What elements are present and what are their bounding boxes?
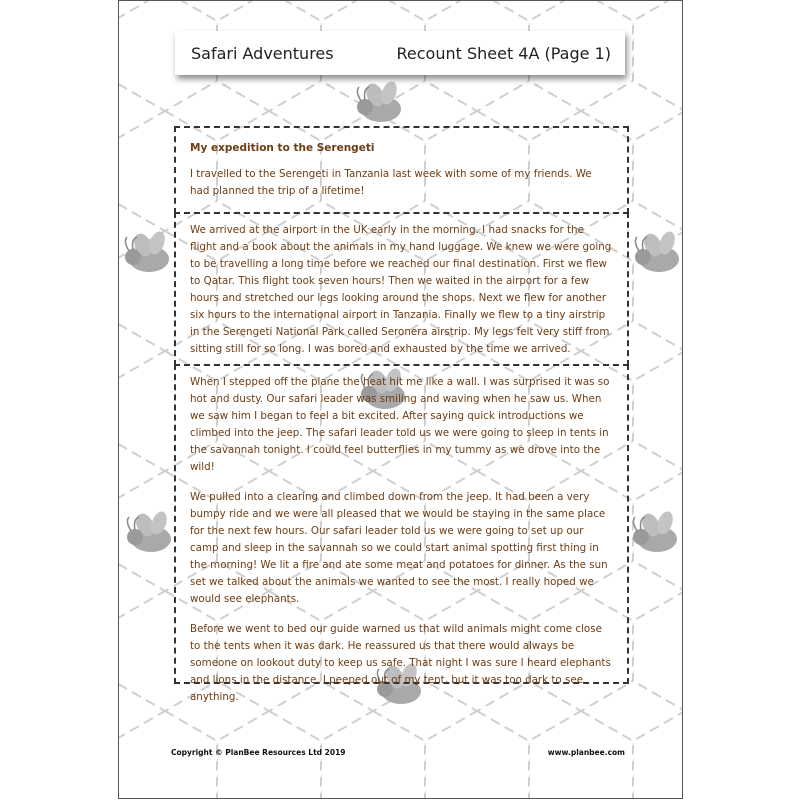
paragraph: Before we went to bed our guide warned us that wild animals might come close to the tents when it was dark. He reassured us that there would always be someone on lookout duty to keep us safe. That night I was sure I heard elephants and lions in the distance. I peeped out of my tent, but it was too dark to see anything. xyxy=(190,623,611,703)
paragraph: I travelled to the Serengeti in Tanzania last week with some of my friends. We had planned the trip of a lifetime! xyxy=(190,168,592,197)
sheet-label: Recount Sheet 4A (Page 1) xyxy=(396,43,611,63)
text-box-journey xyxy=(174,212,629,366)
worksheet-title: Safari Adventures xyxy=(191,43,334,63)
text-box-intro xyxy=(174,126,629,214)
section-title: My expedition to the Serengeti xyxy=(190,142,375,154)
text-box-arrival xyxy=(174,364,629,703)
paragraph: We pulled into a clearing and climbed down from the jeep. It had been a very bumpy ride and we were all pleased that we would be staying in the same place for the next few hours. Our safari leader told us we were going to set up our camp and sleep in the savannah so we could start animal spotting first thing in the morning! We lit a fire and ate some meat and potatoes for dinner. As the sun set we talked about the animals we wanted to see the most. I really hoped we would see elephants. xyxy=(190,491,608,605)
website-link[interactable]: www.planbee.com xyxy=(547,748,625,757)
paragraph: We arrived at the airport in the UK early in the morning. I had snacks for the flight and a book about the animals in my hand luggage. We knew we were going to be travelling a long time before we reached our final destination. First we flew to Qatar. This flight took seven hours! Then we waited in the airport for a few hours and stretched our legs looking around the shops. Next we flew for another six hours to the international airport in Tanzania. Finally we flew to a tiny airstrip in the Serengeti National Park called Seronera airstrip. My legs felt very stiff from sitting still for so long. I was bored and exhausted by the time we arrived. xyxy=(190,224,612,355)
worksheet-header xyxy=(175,31,625,75)
copyright-text: Copyright © PlanBee Resources Ltd 2019 xyxy=(171,748,346,757)
paragraph: When I stepped off the plane the heat hit me like a wall. I was surprised it was so hot and dusty. Our safari leader was smiling and waving when he saw us. When we saw him I began to feel a bit excited. After saying quick introductions we climbed into the jeep. The safari leader told us we were going to sleep in tents in the savannah tonight. I could feel butterflies in my tummy as we drove into the wild! xyxy=(190,376,610,473)
worksheet-page xyxy=(118,0,683,799)
